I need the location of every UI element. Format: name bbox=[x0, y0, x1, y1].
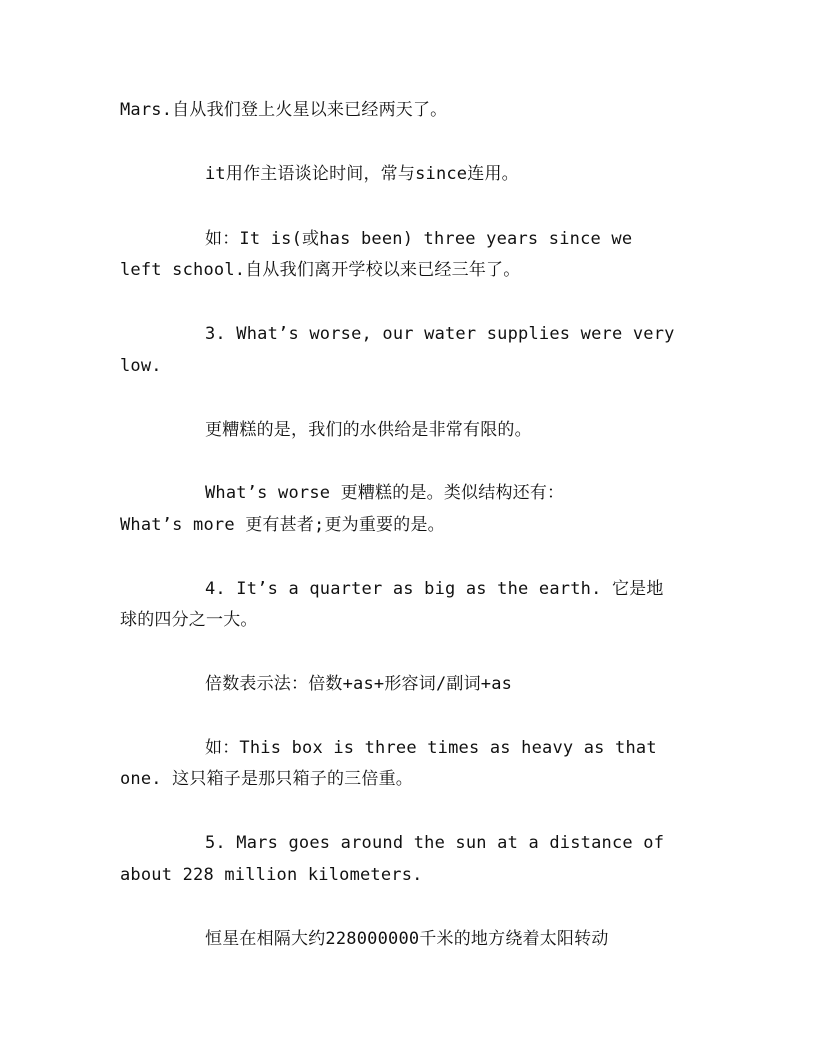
text-line: 球的四分之一大。 bbox=[120, 610, 258, 630]
text-line: 倍数表示法：倍数+as+形容词/副词+as bbox=[205, 674, 513, 694]
text-line: low. bbox=[120, 356, 162, 376]
text-line: Mars.自从我们登上火星以来已经两天了。 bbox=[120, 100, 448, 120]
text-line: 4. It’s a quarter as big as the earth. 它是地 bbox=[205, 579, 664, 599]
text-line: 如：It is(或has been) three years since we bbox=[205, 229, 633, 249]
text-line: 3. What’s worse, our water supplies were very bbox=[205, 324, 675, 344]
text-line: one. 这只箱子是那只箱子的三倍重。 bbox=[120, 769, 413, 789]
text-line: left school.自从我们离开学校以来已经三年了。 bbox=[120, 260, 521, 280]
text-line: 如：This box is three times as heavy as that bbox=[205, 738, 657, 758]
text-line: 恒星在相隔大约228000000千米的地方绕着太阳转动 bbox=[205, 929, 609, 949]
text-line: What’s more 更有甚者;更为重要的是。 bbox=[120, 515, 445, 535]
text-line: What’s worse 更糟糕的是。类似结构还有： bbox=[205, 483, 565, 503]
text-line: it用作主语谈论时间，常与since连用。 bbox=[205, 164, 519, 184]
text-line: about 228 million kilometers. bbox=[120, 865, 423, 885]
text-line: 更糟糕的是，我们的水供给是非常有限的。 bbox=[205, 420, 532, 440]
text-line: 5. Mars goes around the sun at a distance of bbox=[205, 833, 665, 853]
